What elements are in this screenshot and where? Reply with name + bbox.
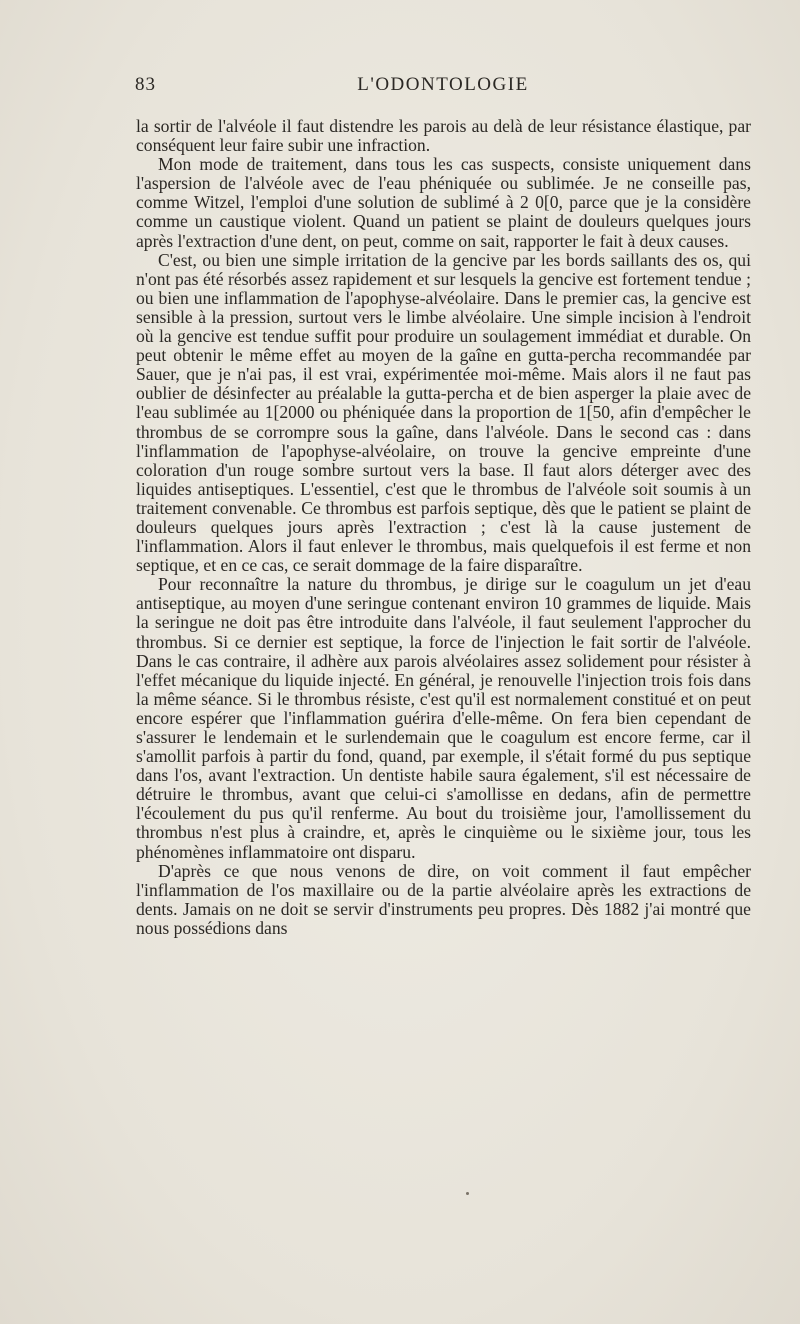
paragraph: Mon mode de traitement, dans tous les cas suspects, consiste uniquement dans l'aspersion de l'alvéole avec de l'eau phéniquée ou sublimée. Je ne conseille pas, comme Witzel, l'emploi d'une solution de sublimé à 2 0[0, parce que je la considère comme un caustique violent. Quand un patient se plaint de douleurs quelques jours après l'extraction d'une dent, on peut, comme on sait, rapporter le fait à deux causes. — [136, 154, 751, 251]
page-header — [135, 74, 751, 100]
paragraph: C'est, ou bien une simple irritation de la gencive par les bords saillants des os, qui n'ont pas été résorbés assez rapidement et sur lesquels la gencive est fortement tendue ; ou bien une inflammation de l'apophyse-alvéolaire. Dans le premier cas, la gencive est sensible à la pression, surtout vers le limbe alvéolaire. Une simple incision à l'endroit où la gencive est tendue suffit pour produire un soulagement immédiat et durable. On peut obtenir le même effet au moyen de la gaîne en gutta-percha recommandée par Sauer, que je n'ai pas, il est vrai, expérimentée moi-même. Mais alors il ne faut pas oublier de désinfecter au préalable la gutta-percha et de bien asperger la plaie avec de l'eau sublimée au 1[2000 ou phéniquée dans la proportion de 1[50, afin d'empêcher le thrombus de se corrompre sous la gaîne, dans l'alvéole. Dans le second cas : dans l'inflammation de l'apophyse-alvéolaire, on trouve la gencive empreinte d'une coloration d'un rouge sombre surtout vers la base. Il faut alors déterger avec des liquides antiseptiques. L'essentiel, c'est que le thrombus de l'alvéole soit soumis à un traitement convenable. Ce thrombus est parfois septique, dès que le patient se plaint de douleurs quelques jours après l'extraction ; c'est là la cause justement de l'inflammation. Alors il faut enlever le thrombus, mais quelquefois il est ferme et non septique, et en ce cas, ce serait dommage de la faire disparaître. — [136, 249, 751, 576]
paper-speck — [466, 1192, 469, 1195]
paragraph: la sortir de l'alvéole il faut distendre les parois au delà de leur résistance élastique, par conséquent leur faire subir une infraction. — [136, 116, 751, 156]
paragraph: D'après ce que nous venons de dire, on voit comment il faut empêcher l'inflammation de l'os maxillaire ou de la partie alvéolaire après les extractions de dents. Jamais on ne doit se servir d'instruments peu propres. Dès 1882 j'ai montré que nous possédions dans — [136, 860, 751, 938]
paragraph: Pour reconnaître la nature du thrombus, je dirige sur le coagulum un jet d'eau antiseptique, au moyen d'une seringue contenant environ 10 grammes de liquide. Mais la seringue ne doit pas être introduite dans l'alvéole, il faut seulement l'approcher du thrombus. Si ce dernier est septique, la force de l'injection le fait sortir de l'alvéole. Dans le cas contraire, il adhère aux parois alvéolaires assez solidement pour résister à l'effet mécanique du liquide injecté. En général, je renouvelle l'injection trois fois dans la même séance. Si le thrombus résiste, c'est qu'il est normalement constitué et on peut encore espérer que l'inflammation guérira d'elle-même. On fera bien cependant de s'assurer le lendemain et le surlendemain que le coagulum est encore ferme, car il s'amollit parfois à partir du fond, quand, par exemple, il s'était formé du pus septique dans l'os, avant l'extraction. Un dentiste habile saura également, s'il est nécessaire de détruire le thrombus, avant que celui-ci s'amollisse en dedans, afin de permettre l'écoulement du pus qu'il renferme. Au bout du troisième jour, l'amollissement du thrombus n'est plus à craindre, et, après le cinquième ou le sixième jour, tous les phénomènes inflammatoire ont disparu. — [136, 574, 751, 862]
page-number: 83 — [135, 74, 156, 95]
running-title: L'ODONTOLOGIE — [357, 74, 529, 95]
body-text — [136, 117, 751, 938]
